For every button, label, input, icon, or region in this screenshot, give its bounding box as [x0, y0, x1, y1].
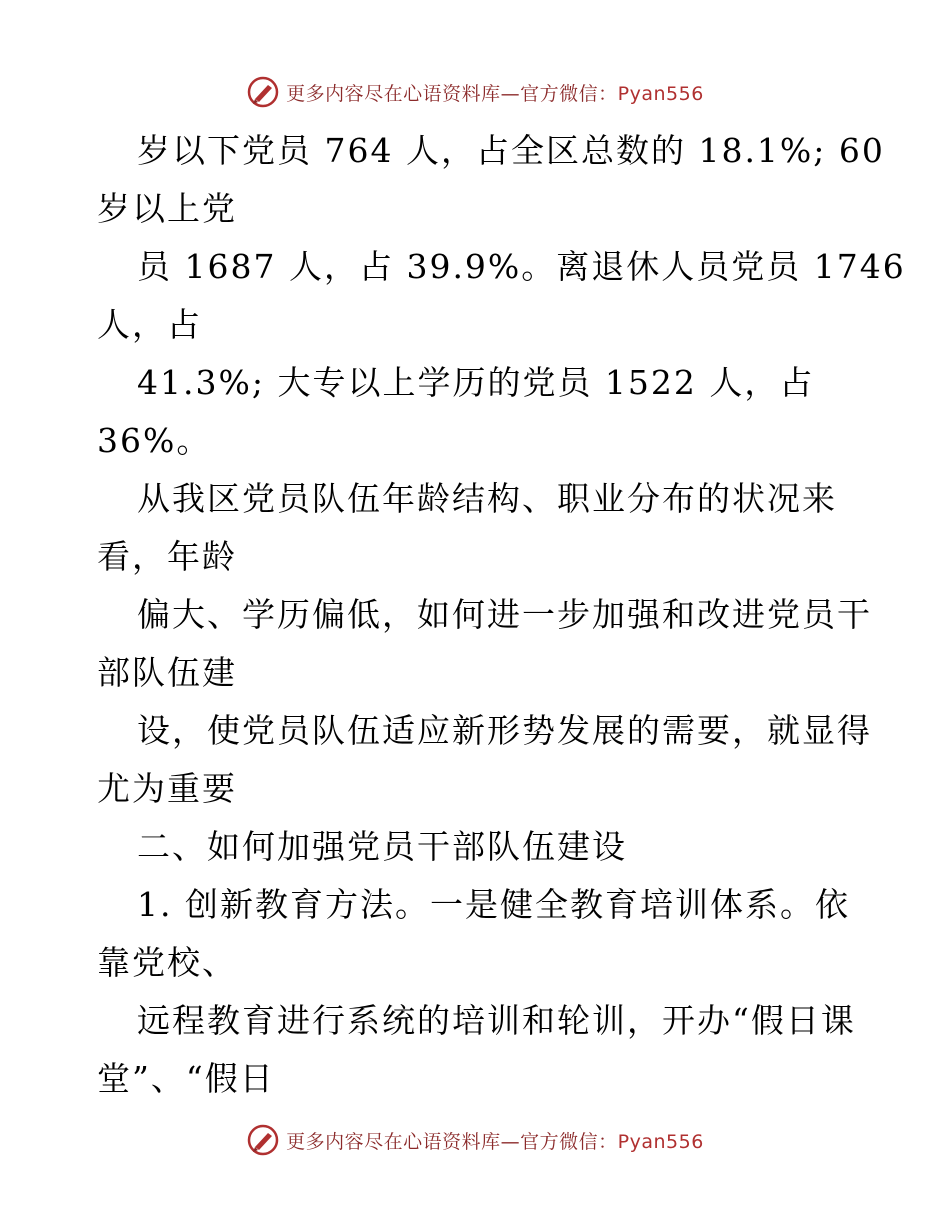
text-line: 堂”、“假日: [97, 1059, 275, 1098]
text-line: 靠党校、: [97, 943, 237, 982]
text-line: 设，使党员队伍适应新形势发展的需要，就显得: [137, 711, 872, 750]
footer-banner: [286, 1127, 704, 1154]
text-line: 1. 创新教育方法。一是健全教育培训体系。依: [137, 885, 850, 924]
text-line: 人，占: [97, 305, 202, 344]
header-banner: [286, 79, 704, 106]
text-line: 员 1687 人，占 39.9%。离退休人员党员 1746: [137, 247, 906, 286]
footer-wechat-handle: Pyan556: [617, 1130, 704, 1153]
page-header-watermark: [0, 72, 950, 112]
pen-logo-icon: [246, 1123, 280, 1157]
text-line: 41.3%; 大专以上学历的党员 1522 人，占: [137, 363, 815, 402]
pen-logo-icon: [246, 75, 280, 109]
text-line: 从我区党员队伍年龄结构、职业分布的状况来: [137, 479, 837, 518]
text-line: 岁以上党: [97, 189, 237, 228]
text-line: 部队伍建: [97, 653, 237, 692]
text-line: 看，年龄: [97, 537, 237, 576]
footer-banner-text: 更多内容尽在心语资料库—官方微信：: [286, 1130, 618, 1153]
text-line: 远程教育进行系统的培训和轮训，开办“假日课: [137, 1001, 856, 1040]
header-banner-text: 更多内容尽在心语资料库—官方微信：: [286, 82, 618, 105]
text-line: 尤为重要: [97, 769, 237, 808]
text-line: 36%。: [97, 421, 212, 460]
section-heading: 二、如何加强党员干部队伍建设: [137, 827, 627, 866]
page-footer-watermark: [0, 1120, 950, 1160]
document-body: [97, 122, 906, 1108]
text-line: 岁以下党员 764 人，占全区总数的 18.1%; 60: [137, 131, 885, 170]
text-line: 偏大、学历偏低，如何进一步加强和改进党员干: [137, 595, 872, 634]
header-wechat-handle: Pyan556: [617, 82, 704, 105]
